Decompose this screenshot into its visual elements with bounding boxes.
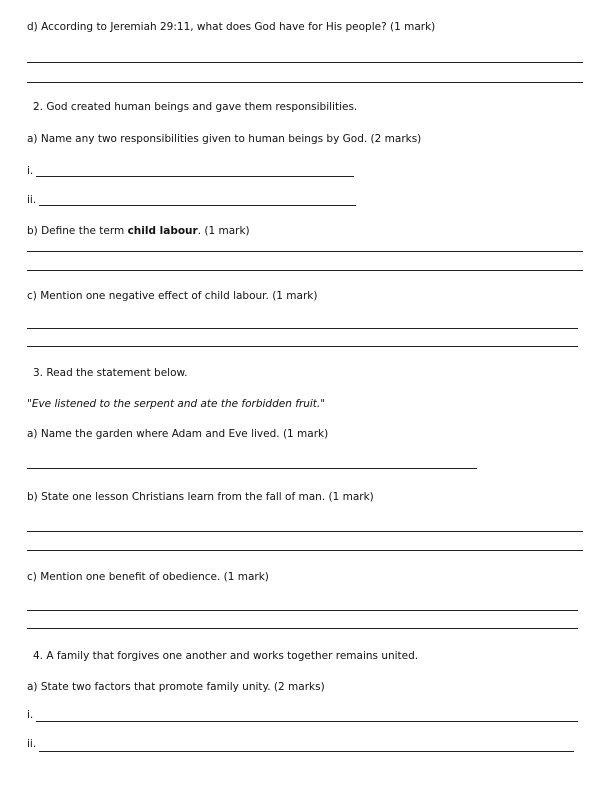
answer-line[interactable] bbox=[27, 328, 578, 329]
answer-line[interactable] bbox=[27, 270, 583, 271]
question-3-stem: 3. Read the statement below. bbox=[33, 367, 188, 379]
question-4a-text: a) State two factors that promote family unity. (2 marks) bbox=[27, 681, 325, 693]
answer-line[interactable] bbox=[27, 468, 477, 469]
answer-label-ii: ii. bbox=[27, 194, 37, 206]
answer-line[interactable] bbox=[36, 721, 578, 722]
question-1d-text: d) According to Jeremiah 29:11, what does God have for His people? (1 mark) bbox=[27, 21, 436, 33]
question-2a-text: a) Name any two responsibilities given to human beings by God. (2 marks) bbox=[27, 133, 422, 145]
answer-label-i: i. bbox=[27, 709, 34, 721]
answer-line[interactable] bbox=[36, 176, 354, 177]
answer-line[interactable] bbox=[27, 62, 583, 63]
answer-line[interactable] bbox=[27, 82, 583, 83]
answer-line[interactable] bbox=[27, 550, 583, 551]
answer-label-i: i. bbox=[27, 165, 34, 177]
key-term: child labour bbox=[127, 225, 198, 237]
question-2b-prefix: b) Define the term bbox=[27, 225, 128, 237]
question-2c-text: c) Mention one negative effect of child labour. (1 mark) bbox=[27, 290, 318, 302]
answer-line[interactable] bbox=[27, 531, 583, 532]
question-2b-text bbox=[27, 225, 250, 237]
quote-statement: "Eve listened to the serpent and ate the forbidden fruit." bbox=[27, 398, 326, 410]
question-3b-text: b) State one lesson Christians learn from the fall of man. (1 mark) bbox=[27, 491, 374, 503]
question-4-stem: 4. A family that forgives one another and works together remains united. bbox=[33, 650, 419, 662]
question-2b-suffix: . (1 mark) bbox=[197, 225, 250, 237]
question-3c-text: c) Mention one benefit of obedience. (1 mark) bbox=[27, 571, 269, 583]
answer-line[interactable] bbox=[27, 346, 578, 347]
answer-line[interactable] bbox=[39, 751, 574, 752]
answer-line[interactable] bbox=[39, 205, 356, 206]
answer-label-ii: ii. bbox=[27, 738, 37, 750]
answer-line[interactable] bbox=[27, 251, 583, 252]
question-2-stem: 2. God created human beings and gave them responsibilities. bbox=[33, 101, 358, 113]
question-3a-text: a) Name the garden where Adam and Eve lived. (1 mark) bbox=[27, 428, 329, 440]
answer-line[interactable] bbox=[27, 610, 578, 611]
answer-line[interactable] bbox=[27, 628, 578, 629]
